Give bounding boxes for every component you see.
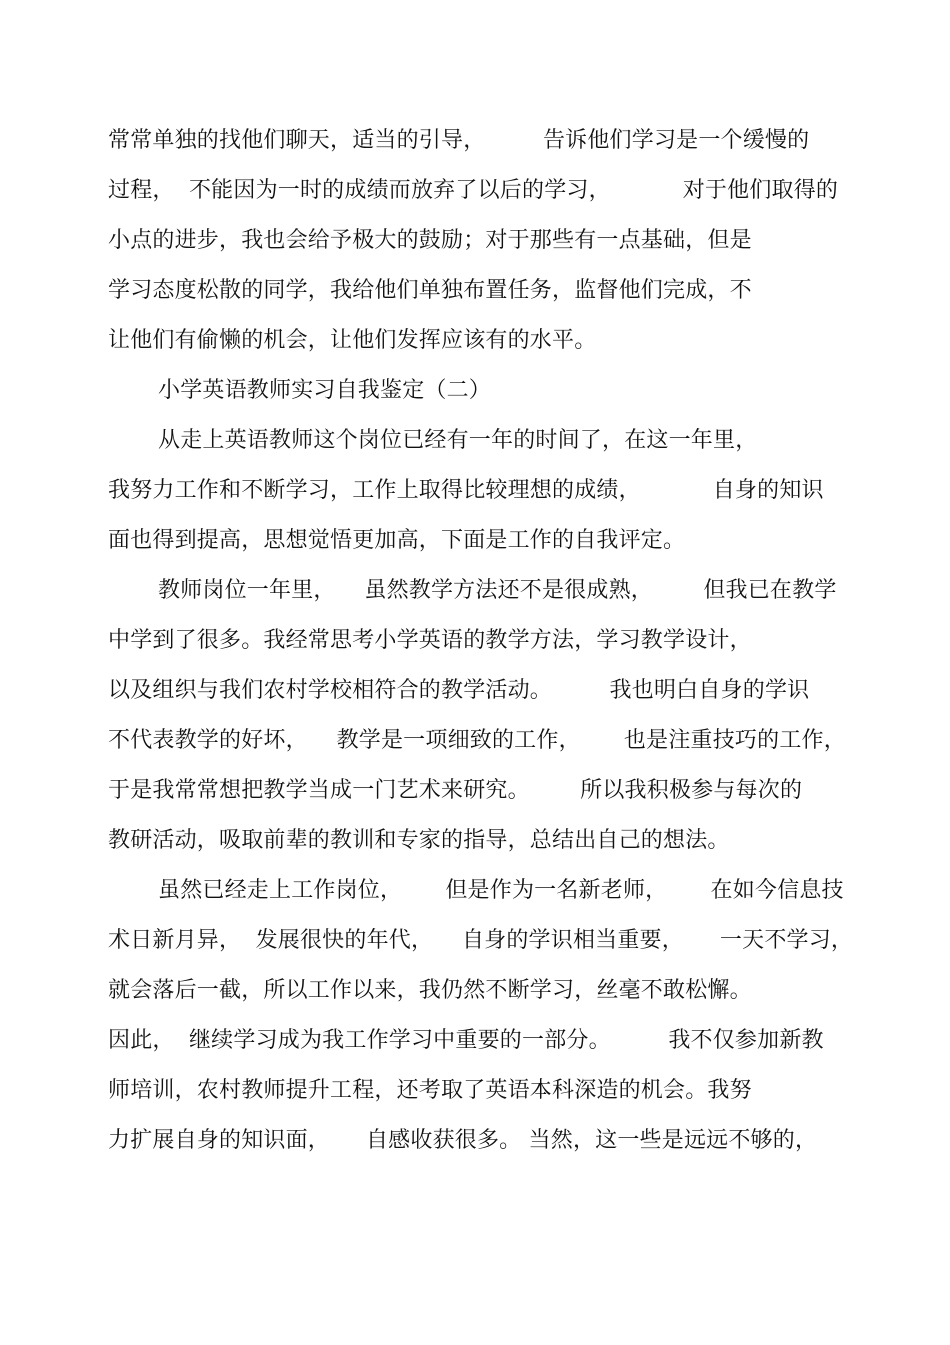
text-line-10: 教师岗位一年里， 虽然教学方法还不是很成熟， 但我已在教学 [158,578,837,603]
text-line-7: 从走上英语教师这个岗位已经有一年的时间了，在这一年里， [158,428,758,453]
text-line-3: 小点的进步，我也会给予极大的鼓励；对于那些有一点基础，但是 [108,228,752,253]
text-line-12: 以及组织与我们农村学校相符合的教学活动。 我也明白自身的学识 [108,678,810,703]
text-line-13: 不代表教学的好坏， 教学是一项细致的工作， 也是注重技巧的工作， [108,728,846,753]
text-line-5: 让他们有偷懒的机会，让他们发挥应该有的水平。 [108,328,597,353]
text-line-4: 学习态度松散的同学，我给他们单独布置任务，监督他们完成，不 [108,278,752,303]
text-line-1: 常常单独的找他们聊天，适当的引导， 告诉他们学习是一个缓慢的 [108,128,810,153]
text-line-21: 力扩展自身的知识面， 自感收获很多。 当然，这一些是远远不够的， [108,1128,818,1153]
text-line-17: 术日新月异， 发展很快的年代， 自身的学识相当重要， 一天不学习， [108,928,854,953]
text-line-14: 于是我常常想把教学当成一门艺术来研究。 所以我积极参与每次的 [108,778,803,803]
text-line-8: 我努力工作和不断学习，工作上取得比较理想的成绩， 自身的知识 [108,478,824,503]
text-line-19: 因此， 继续学习成为我工作学习中重要的一部分。 我不仅参加新教 [108,1028,824,1053]
text-line-11: 中学到了很多。我经常思考小学英语的教学方法，学习教学设计， [108,628,752,653]
text-line-15: 教研活动，吸取前辈的教训和专家的指导，总结出自己的想法。 [108,828,730,853]
section-heading: 小学英语教师实习自我鉴定（二） [158,378,492,403]
text-line-18: 就会落后一截，所以工作以来，我仍然不断学习，丝毫不敢松懈。 [108,978,752,1003]
text-line-2: 过程， 不能因为一时的成绩而放弃了以后的学习， 对于他们取得的 [108,178,839,203]
text-line-16: 虽然已经走上工作岗位， 但是作为一名新老师， 在如今信息技 [158,878,844,903]
text-line-9: 面也得到提高，思想觉悟更加高，下面是工作的自我评定。 [108,528,686,553]
text-line-20: 师培训，农村教师提升工程，还考取了英语本科深造的机会。我努 [108,1078,752,1103]
